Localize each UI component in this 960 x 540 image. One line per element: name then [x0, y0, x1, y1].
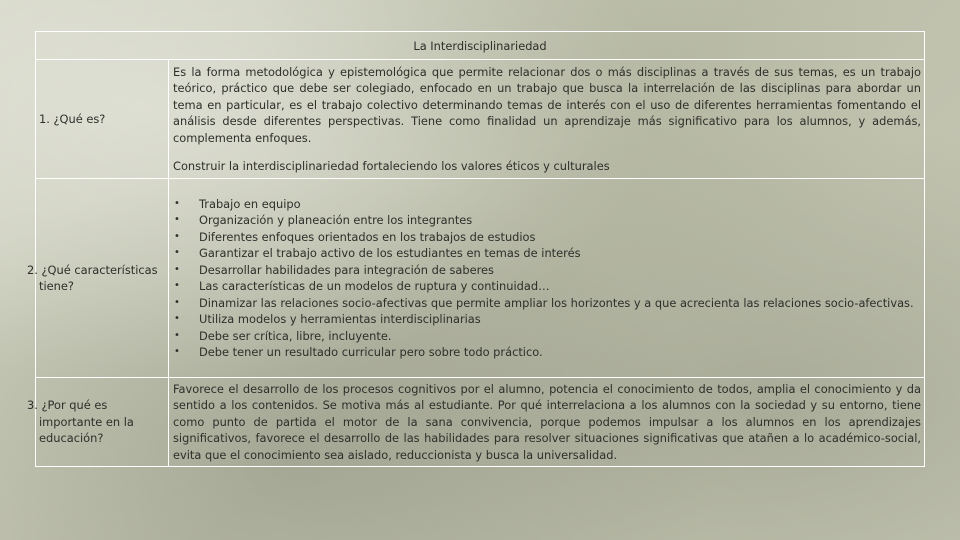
row-content-importance — [169, 378, 925, 467]
list-item: • Dinamizar las relaciones socio-afectivas que permite ampliar los horizontes y a que acrecienta las relaciones socio-afectivas. — [173, 295, 921, 312]
characteristics-list — [173, 196, 921, 361]
list-item: • Garantizar el trabajo activo de los estudiantes en temas de interés — [173, 245, 921, 262]
list-item: • Las características de un modelos de ruptura y continuidad… — [173, 278, 921, 295]
row-label-characteristics: 2. ¿Qué características tiene? — [36, 179, 169, 378]
list-item: • Desarrollar habilidades para integración de saberes — [173, 262, 921, 279]
definition-paragraph: Es la forma metodológica y epistemológica que permite relacionar dos o más disciplinas a través de sus temas, es un trabajo teórico, práctico que debe ser colegiado, enfocado en un trabajo que busca la interrelación de las disciplinas para abordar un tema en particular, es el trabajo colectivo determinando temas de interés con el uso de diferentes herramientas fomentando el análisis desde diferentes perspectivas. Tiene como finalidad un aprendizaje más significativo para los alumnos, y además, complementa enfoques. — [173, 64, 921, 145]
table-title: La Interdisciplinariedad — [36, 32, 925, 60]
list-item: • Trabajo en equipo — [173, 196, 921, 213]
list-item: • Debe tener un resultado curricular pero sobre todo práctico. — [173, 344, 921, 361]
interdisciplinarity-table — [27, 31, 925, 467]
list-item: • Diferentes enfoques orientados en los trabajos de estudios — [173, 229, 921, 246]
list-item: • Organización y planeación entre los integrantes — [173, 212, 921, 229]
table-row — [36, 378, 925, 467]
table-row — [36, 179, 925, 378]
importance-paragraph: Favorece el desarrollo de los procesos cognitivos por el alumno, potencia el conocimiento de todos, amplia el conocimiento y da sentido a los contenidos. Se motiva más al estudiante. Por qué interrelaciona a los alumnos con la sociedad y su entorno, tiene como punto de partida el motor de la sana convivencia, porque podemos impulsar a los alumnos en los aprendizajes significativos, favorece el desarrollo de las habilidades para resolver situaciones significativas que atañen a lo académico-social, evita que el conocimiento sea aislado, reduccionista y busca la universalidad. — [173, 381, 921, 462]
row-label-what-is: 1. ¿Qué es? — [36, 60, 169, 179]
goal-paragraph: Construir la interdisciplinariedad fortaleciendo los valores éticos y culturales — [173, 159, 610, 173]
row-content-characteristics — [169, 179, 925, 378]
row-label-importance: 3. ¿Por qué es importante en la educación? — [36, 378, 169, 467]
list-item: • Utiliza modelos y herramientas interdisciplinarias — [173, 311, 921, 328]
table-row — [36, 60, 925, 179]
list-item: • Debe ser crítica, libre, incluyente. — [173, 328, 921, 345]
row-content-definition — [169, 60, 925, 179]
